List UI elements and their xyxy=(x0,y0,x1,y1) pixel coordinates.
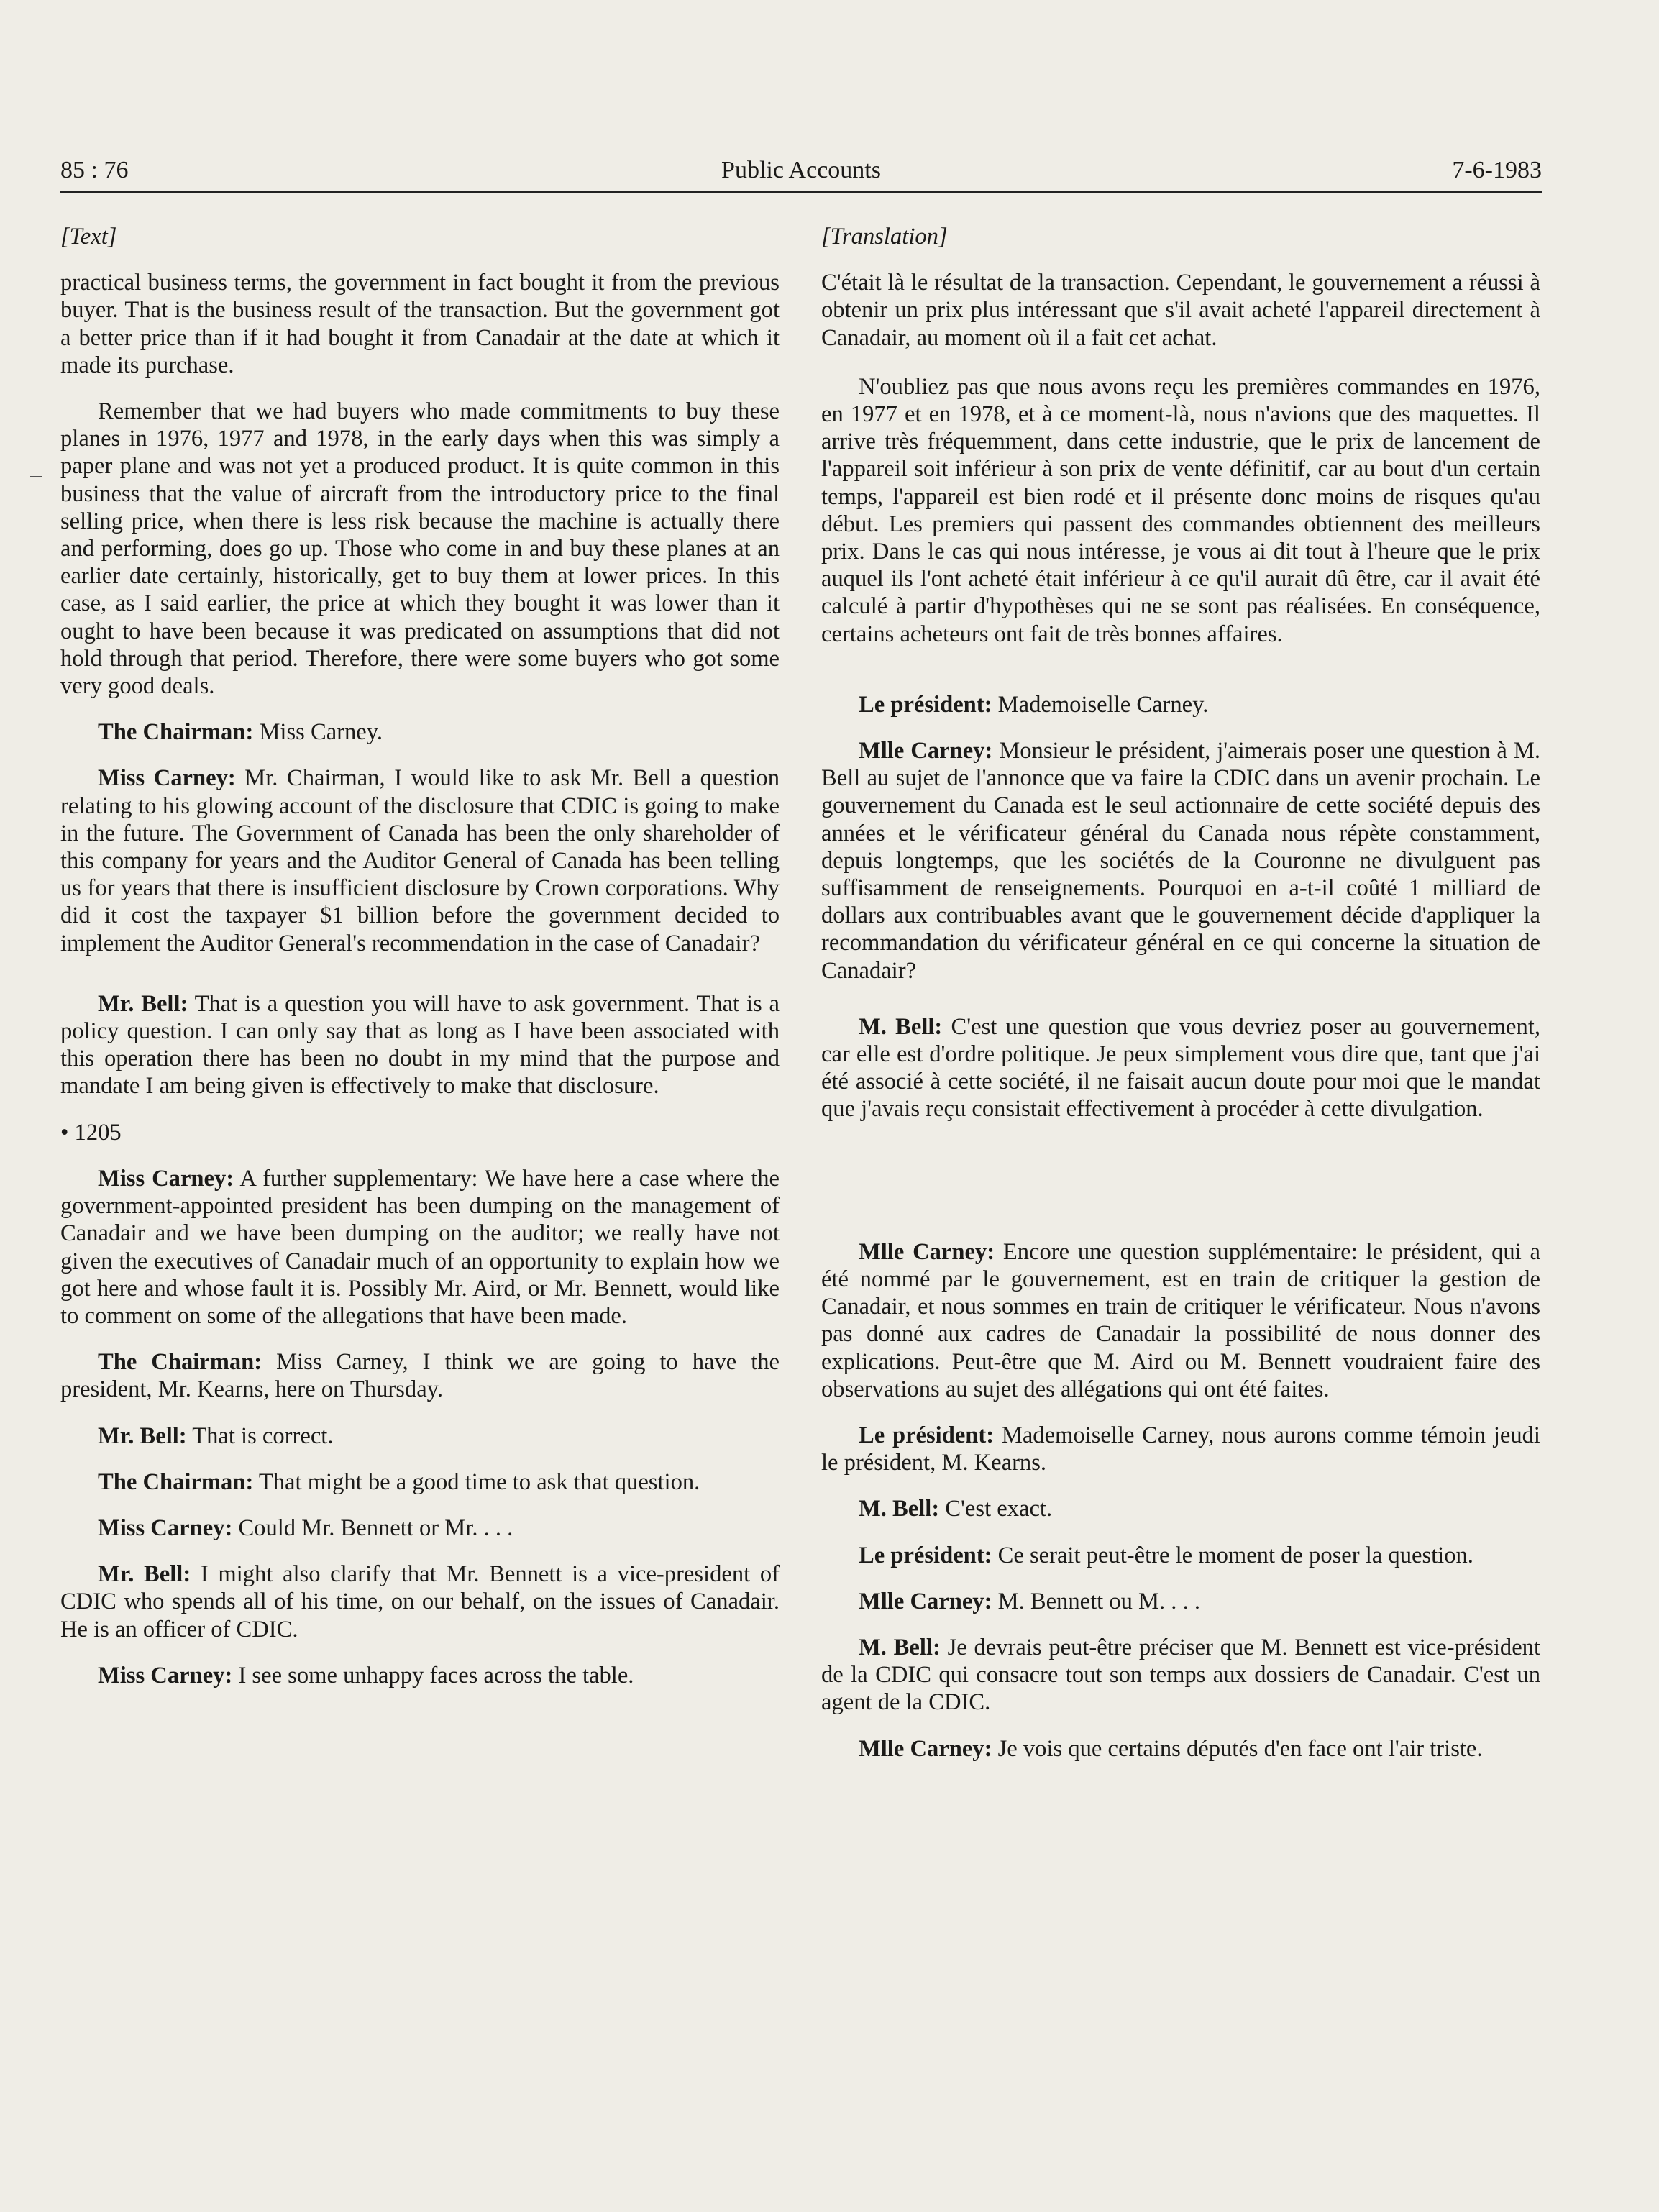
page-number: 85 : 76 xyxy=(60,157,129,183)
speech xyxy=(821,737,1540,984)
speaker: Le président: xyxy=(859,691,992,718)
header-rule xyxy=(60,191,1542,193)
speaker: Miss Carney: xyxy=(98,1662,233,1688)
margin-mark xyxy=(30,476,42,477)
speech xyxy=(821,1238,1540,1403)
speaker: M. Bell: xyxy=(859,1013,943,1040)
speaker: Mr. Bell: xyxy=(98,990,188,1017)
speaker: M. Bell: xyxy=(859,1634,941,1660)
speaker: The Chairman: xyxy=(98,719,254,746)
speech xyxy=(60,1422,780,1450)
speaker: Mlle Carney: xyxy=(859,1735,992,1762)
english-column xyxy=(60,223,780,1708)
speech-text: Encore une question supplémentaire: le président, qui a été nommé par le gouvernement, est en train de critiquer la gestion de Canadair, et nous sommes en train de critiquer le vérificateur. Nous n'avons pas donné aux cadres de Canadair la possibilité de nous donner des explications. Peut-être que M. Aird ou M. Bennett voudraient faire des observations au sujet des allégations qui ont été faites. xyxy=(821,1238,1540,1402)
speech-text: C'est une question que vous devriez poser au gouvernement, car elle est d'ordre politique. Je peux simplement vous dire que, tant que j'ai été associé à cette société, il ne faisait aucun doute pour moi que le mandat que j'avais reçu consistait effectivement à procéder à cette divulgation. xyxy=(821,1013,1541,1123)
speech xyxy=(821,1013,1540,1123)
speech xyxy=(821,1495,1540,1522)
speaker: Mr. Bell: xyxy=(98,1422,187,1449)
speech xyxy=(60,718,780,746)
speech-text: Je devrais peut-être préciser que M. Bennett est vice-président de la CDIC qui consacre tout son temps aux dossiers de Canadair. C'est un agent de la CDIC. xyxy=(821,1634,1540,1716)
speech-text: Miss Carney. xyxy=(253,719,383,746)
paragraph: practical business terms, the government in fact bought it from the previous buyer. That is the business result of the transaction. But the government got a better price than if it had bought it from Canadair at the date at which it made its purchase. xyxy=(60,270,780,378)
speaker: The Chairman: xyxy=(98,1468,254,1495)
page-date: 7-6-1983 xyxy=(1452,157,1542,183)
speech-text: A further supplementary: We have here a case where the government-appointed president has been dumping on the management of Canadair and we have been dumping on the auditor; we really have not given the executives of Canadair much of an opportunity to explain how we got here and whose fault it is. Possibly Mr. Aird, or Mr. Bennett, would like to comment on some of the allegations that have been made. xyxy=(60,1165,780,1329)
speech xyxy=(821,1634,1540,1717)
text-tag: [Text] xyxy=(60,224,117,250)
speech xyxy=(821,1422,1540,1476)
page-header xyxy=(60,151,1542,191)
speaker: M. Bell: xyxy=(859,1496,940,1522)
speech-text: C'est exact. xyxy=(939,1496,1053,1522)
speech xyxy=(60,1468,780,1496)
french-column xyxy=(821,223,1540,1781)
speaker: Miss Carney: xyxy=(98,1514,233,1541)
speech-text: That might be a good time to ask that question. xyxy=(253,1468,700,1495)
speech xyxy=(821,1588,1540,1615)
speech xyxy=(821,691,1540,718)
speaker: Miss Carney: xyxy=(98,765,236,792)
paragraph: Remember that we had buyers who made commitments to buy these planes in 1976, 1977 and 1978, in the early days when this was simply a paper plane and was not yet a produced product. It is quite common in this business that the value of aircraft from the introductory price to the final selling price, when there is less risk because the machine is actually there and performing, does go up. Those who come in and buy these planes at an earlier date certainly, historically, get to buy them at lower prices. In this case, as I said earlier, the price at which they bought it was lower than it ought to have been because it was predicated on assumptions that did not hold through that period. Therefore, there were some buyers who got some very good deals. xyxy=(60,398,780,700)
speaker: Mr. Bell: xyxy=(98,1561,191,1588)
speech xyxy=(60,1348,780,1403)
paragraph: N'oubliez pas que nous avons reçu les premières commandes en 1976, en 1977 et en 1978, et à ce moment-là, nous n'avions que des maquettes. Il arrive très fréquemment, dans cette industrie, que le prix de lancement de l'appareil soit inférieur à son prix de vente définitif, car au bout d'un certain temps, l'appareil est bien rodé et il présente donc moins de risques qu'au début. Les premiers qui passent des commandes obtiennent des meilleurs prix. Dans le cas qui nous intéresse, je vous ai dit tout à l'heure que le prix auquel ils l'ont acheté était inférieur à ce qu'il aurait dû être, car il avait été calculé à partir d'hypothèses qui ne se sont pas réalisées. En conséquence, certains acheteurs ont fait de très bonnes affaires. xyxy=(821,373,1540,647)
speaker: The Chairman: xyxy=(98,1349,262,1376)
speech xyxy=(821,1735,1540,1763)
time-marker: • 1205 xyxy=(60,1119,122,1146)
speech xyxy=(60,1165,780,1330)
speaker: Miss Carney: xyxy=(98,1165,234,1192)
speech-text: Miss Carney, I think we are going to have the president, Mr. Kearns, here on Thursday. xyxy=(60,1349,780,1403)
speech xyxy=(60,764,780,956)
speech-text: Je vois que certains députés d'en face ont l'air triste. xyxy=(992,1735,1483,1762)
speech-text: Ce serait peut-être le moment de poser la question. xyxy=(992,1542,1473,1568)
speech-text: Could Mr. Bennett or Mr. . . . xyxy=(232,1514,513,1541)
speech-text: M. Bennett ou M. . . . xyxy=(992,1588,1201,1614)
speech-text: Mademoiselle Carney. xyxy=(992,691,1209,718)
speech-text: That is a question you will have to ask government. That is a policy question. I can only say that as long as I have been associated with this operation there has been no doubt in my mind that the purpose and mandate I am being given is effectively to make that disclosure. xyxy=(60,990,780,1100)
speech-text: I see some unhappy faces across the table. xyxy=(232,1662,634,1688)
speaker: Mlle Carney: xyxy=(859,738,993,764)
speech-text: I might also clarify that Mr. Bennett is a vice-president of CDIC who spends all of his time, on our behalf, on the issues of Canadair. He is an officer of CDIC. xyxy=(60,1561,780,1642)
speech-text: Monsieur le président, j'aimerais poser une question à M. Bell au sujet de l'annonce que va faire la CDIC dans un avenir prochain. Le gouvernement du Canada est le seul actionnaire de cette société depuis des années et le vérificateur général du Canada nous répète constamment, depuis longtemps, que les sociétés de la Couronne ne divulguent pas suffisamment de renseignements. Pourquoi en a-t-il coûté 1 milliard de dollars aux contribuables avant que le gouvernement décide d'appliquer la recommandation du vérificateur général en ce qui concerne la situation de Canadair? xyxy=(821,738,1540,984)
speech-text: Mr. Chairman, I would like to ask Mr. Bell a question relating to his glowing account of the disclosure that CDIC is going to make in the future. The Government of Canada has been the only shareholder of this company for years and the Auditor General of Canada has been telling us for years that there is insufficient disclosure by Crown corporations. Why did it cost the taxpayer $1 billion before the government decided to implement the Auditor General's recommendation in the case of Canadair? xyxy=(60,765,780,956)
speech xyxy=(60,1514,780,1542)
page-title: Public Accounts xyxy=(721,157,881,183)
speaker: Mlle Carney: xyxy=(859,1238,995,1265)
speech-text: That is correct. xyxy=(186,1422,334,1449)
speech xyxy=(60,990,780,1100)
speech xyxy=(60,1662,780,1689)
paragraph: C'était là le résultat de la transaction. Cependant, le gouvernement a réussi à obtenir un prix plus intéressant que s'il avait acheté l'appareil directement à Canadair, au moment où il a fait cet achat. xyxy=(821,270,1540,351)
speaker: Le président: xyxy=(859,1422,995,1448)
speaker: Mlle Carney: xyxy=(859,1588,992,1614)
speaker: Le président: xyxy=(859,1542,992,1568)
translation-tag: [Translation] xyxy=(821,224,948,250)
speech-text: Mademoiselle Carney, nous aurons comme témoin jeudi le président, M. Kearns. xyxy=(821,1422,1540,1476)
speech xyxy=(821,1542,1540,1569)
speech xyxy=(60,1560,780,1643)
